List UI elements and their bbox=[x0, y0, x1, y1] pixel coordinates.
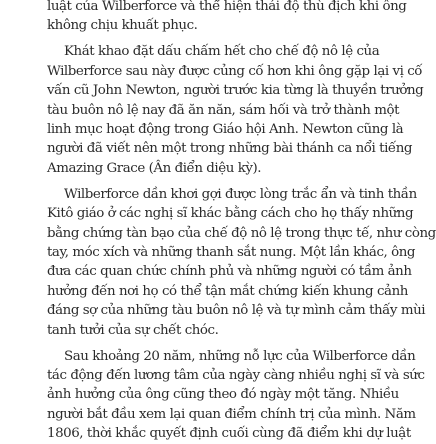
text-line: 1806, thời khắc quyết định cuối cùng đã điểm khi dự luật bbox=[47, 426, 411, 442]
text-line: Sau khoảng 20 năm, những nỗ lực của Wilberforce dần bbox=[64, 348, 416, 364]
text-line: người bắt đầu xem lại quan điểm chính trị của mình. Năm bbox=[47, 406, 416, 422]
text-line: Amazing Grace (Ân điển diệu kỳ). bbox=[47, 160, 262, 176]
text-line: bằng chứng tàn bạo của chế độ nô lệ trong thực tế, như còng bbox=[47, 225, 436, 241]
text-line: Wilberforce dần khơi gợi được lòng trắc ẩn và tinh thần bbox=[64, 186, 417, 202]
text-line: Khát khao đặt dấu chấm hết cho chế độ nô lệ của bbox=[64, 44, 380, 60]
text-line: hưởng đến nơi họ có thể tận mắt chứng kiến khung cảnh bbox=[47, 283, 408, 299]
text-line: tác động đến lương tâm của ngày càng nhiều nghị sĩ và sức bbox=[47, 368, 425, 383]
text-line: Kitô giáo ở các nghị sĩ khác bằng cách cho họ thấy những bbox=[47, 206, 414, 222]
text-line: tanh tưởi của sự chết chóc. bbox=[47, 322, 219, 338]
text-line: ảnh hưởng của ông cũng theo đó ngày một tăng. Nhiều bbox=[47, 387, 399, 403]
text-line: linh mục hoạt động trong Giáo hội Anh. Newton cũng là bbox=[47, 122, 404, 137]
text-line: không chịu khuất phục. bbox=[47, 18, 198, 34]
text-line: đưa các quan chức chính phủ và những người có tầm ảnh bbox=[47, 264, 412, 280]
text-line: tàu buôn nô lệ nay đã ăn năn, sám hối và trở thành một bbox=[47, 102, 400, 118]
text-line: đáng sợ của những tàu buôn nô lệ và tự mình cảm thấy mùi bbox=[47, 303, 426, 319]
text-line: luật của Wilberforce và thể hiện thái độ thù địch khi ông bbox=[47, 0, 407, 14]
text-line: tay, móc xích và những thanh sắt nung. Một lần khác, ông bbox=[47, 245, 416, 260]
text-line: người đã viết nên một trong những bài thánh ca nổi tiếng bbox=[47, 141, 412, 157]
text-line: vấn cũ John Newton, người trước kia từng là thuyền trưởng bbox=[47, 83, 424, 99]
text-line: Wilberforce sau này được củng cố hơn khi ông gặp lại vị cố bbox=[47, 63, 423, 79]
